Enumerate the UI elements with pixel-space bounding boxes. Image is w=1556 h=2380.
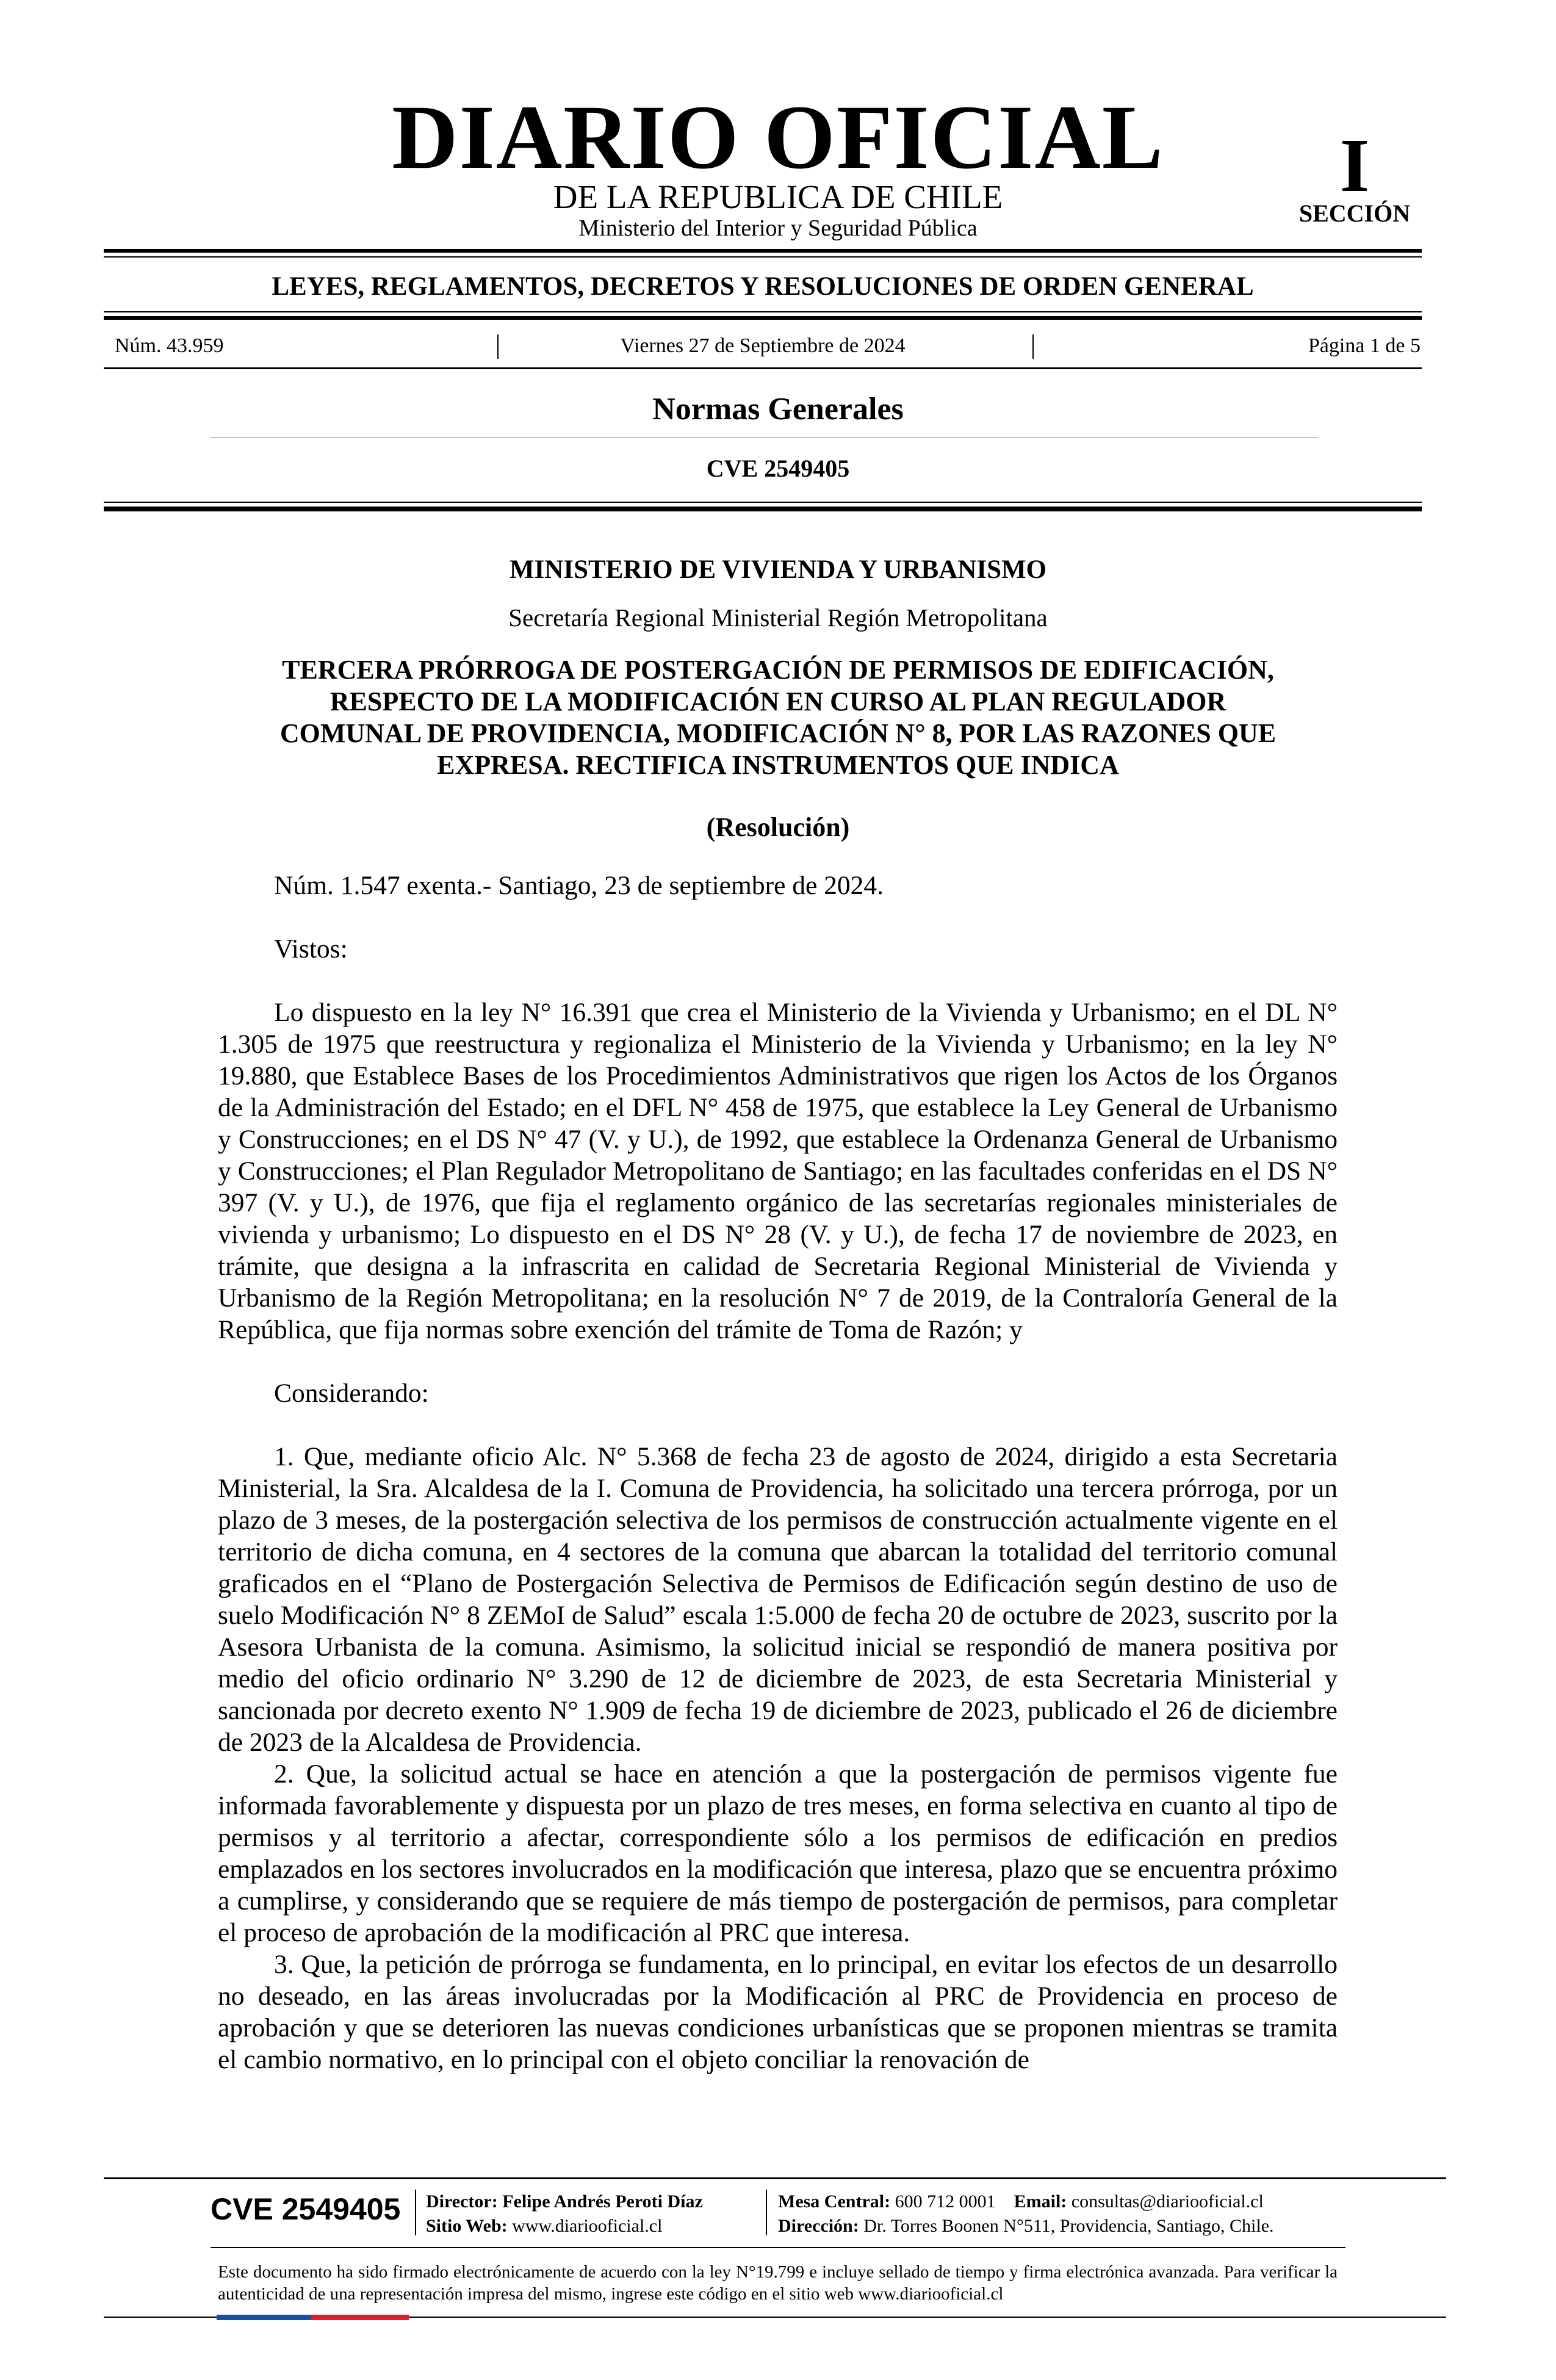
issuing-ministry: MINISTERIO DE VIVIENDA Y URBANISMO bbox=[509, 555, 1047, 584]
issuing-office: Secretaría Regional Ministerial Región Metropolitana bbox=[508, 604, 1048, 632]
email-label: Email: bbox=[1014, 2191, 1067, 2212]
meta-separator bbox=[1032, 334, 1034, 359]
masthead-subtitle: DE LA REPUBLICA DE CHILE bbox=[553, 178, 1003, 215]
title-line: TERCERA PRÓRROGA DE POSTERGACIÓN DE PERMISOS DE EDIFICACIÓN, bbox=[282, 655, 1274, 685]
issue-date: Viernes 27 de Septiembre de 2024 bbox=[620, 334, 906, 357]
section-heading: Normas Generales bbox=[652, 392, 904, 427]
footer-cve-code: CVE 2549405 bbox=[211, 2192, 401, 2226]
phone-label: Mesa Central: bbox=[778, 2191, 891, 2212]
website-link[interactable]: www.diariooficial.cl bbox=[512, 2216, 663, 2236]
section-label: SECCIÓN bbox=[1298, 200, 1411, 227]
meta-separator bbox=[497, 334, 499, 359]
cve-rule-thick bbox=[104, 507, 1422, 511]
section-number: I bbox=[1339, 124, 1370, 208]
title-line: RESPECTO DE LA MODIFICACIÓN EN CURSO AL PLAN REGULADOR bbox=[330, 687, 1226, 716]
footer-signature-note: Este documento ha sido firmado electrónicamente de acuerdo con la ley N°19.799 e incluye sellado de tiempo y firma electrónica avanzada. Para verificar la autenticidad de una representación impresa del mismo, ingrese este código en el sitio web www.diariooficial.cl bbox=[218, 2262, 1338, 2304]
masthead-ministry: Ministerio del Interior y Seguridad Pública bbox=[578, 215, 978, 241]
category-heading: LEYES, REGLAMENTOS, DECRETOS Y RESOLUCIONES DE ORDEN GENERAL bbox=[272, 272, 1254, 301]
footer-separator bbox=[766, 2190, 767, 2235]
vistos-paragraph: Lo dispuesto en la ley N° 16.391 que crea el Ministerio de la Vivienda y Urbanismo; en el DL N° 1.305 de 1975 que reestructura y regionaliza el Ministerio de la Vivienda y Urbanismo; en la ley N° 19.880, que Establece Bases de los Procedimientos Administrativos que rigen los Actos de los Órganos de la Administración del Estado; en el DFL N° 458 de 1975, que establece la Ley General de Urbanismo y Construcciones; en el DS N° 47 (V. y U.), de 1992, que establece la Ordenanza General de Urbanismo y Construcciones; el Plan Regulador Metropolitano de Santiago; en las facultades conferidas en el DS N° 397 (V. y U.), de 1976, que fija el reglamento orgánico de las secretarías regionales ministeriales de vivienda y urbanismo; Lo dispuesto en el DS N° 28 (V. y U.), de fecha 17 de noviembre de 2023, en trámite, que designa a la infrascrita en calidad de Secretaria Regional Ministerial de Vivienda y Urbanismo de la Región Metropolitana; en la resolución N° 7 de 2019, de la Contraloría General de la República, que fija normas sobre exención del trámite de Toma de Razón; y bbox=[218, 998, 1338, 1344]
considerando-item: 1. Que, mediante oficio Alc. N° 5.368 de fecha 23 de agosto de 2024, dirigido a esta Secretaria Ministerial, la Sra. Alcaldesa de la I. Comuna de Providencia, ha solicitado una tercera prórroga, por un plazo de 3 meses, de la postergación selectiva de los permisos de construcción actualmente vigente en el territorio de dicha comuna, en 4 sectores de la comuna que abarcan la totalidad del territorio comunal graficados en el “Plano de Postergación Selectiva de Permisos de Edificación según destino de uso de suelo Modificación N° 8 ZEMoI de Salud” escala 1:5.000 de fecha 20 de octubre de 2023, suscrito por la Asesora Urbanista de la comuna. Asimismo, la solicitud inicial se respondió de manera positiva por medio del oficio ordinario N° 3.290 de 12 de diciembre de 2023, de esta Secretaria Ministerial y sancionada por decreto exento N° 1.909 de fecha 19 de diciembre de 2023, publicado el 26 de diciembre de 2023 de la Alcaldesa de Providencia. bbox=[218, 1442, 1338, 1757]
page-indicator: Página 1 de 5 bbox=[1308, 334, 1421, 357]
phone-number: 600 712 0001 bbox=[895, 2191, 996, 2212]
footer-contact-left bbox=[426, 2190, 703, 2238]
document-type: (Resolución) bbox=[706, 812, 850, 842]
email-link[interactable]: consultas@diariooficial.cl bbox=[1071, 2191, 1264, 2212]
considerando-item: 2. Que, la solicitud actual se hace en atención a que la postergación de permisos vigente fue informada favorablemente y dispuesta por un plazo de tres meses, en forma selectiva en cuanto al tipo de permisos y al territorio a afectar, correspondiente sólo a los permisos de edificación en predios emplazados en los sectores involucrados en la modificación que interesa, plazo que se encuentra próximo a cumplirse, y considerando que se requiere de más tiempo de postergación de permisos, para completar el proceso de aprobación de la modificación al PRC que interesa. bbox=[218, 1759, 1338, 1947]
footer-contact-right bbox=[778, 2190, 1274, 2238]
considerando-heading: Considerando: bbox=[274, 1379, 429, 1408]
category-rule-thick bbox=[104, 316, 1422, 320]
address-text: Dr. Torres Boonen N°511, Providencia, Santiago, Chile. bbox=[863, 2216, 1274, 2236]
resolution-title bbox=[207, 654, 1349, 781]
masthead-title: DIARIO OFICIAL bbox=[392, 87, 1164, 188]
flag-stripe-blue bbox=[217, 2315, 311, 2320]
flag-stripe-red bbox=[311, 2315, 409, 2320]
masthead-rule-thick bbox=[104, 249, 1422, 253]
cve-code: CVE 2549405 bbox=[706, 455, 850, 482]
meta-rule bbox=[104, 367, 1422, 369]
director-label: Director: bbox=[426, 2191, 498, 2212]
footer-separator bbox=[415, 2190, 416, 2235]
masthead-rule-thin bbox=[104, 256, 1422, 258]
category-rule-thin bbox=[104, 311, 1422, 312]
director-name: Felipe Andrés Peroti Díaz bbox=[502, 2191, 703, 2212]
address-label: Dirección: bbox=[778, 2216, 859, 2236]
document-body bbox=[218, 870, 1338, 2075]
resolution-number: Núm. 1.547 exenta.- Santiago, 23 de septiembre de 2024. bbox=[274, 871, 884, 900]
issue-number: Núm. 43.959 bbox=[115, 334, 224, 357]
considerando-item: 3. Que, la petición de prórroga se fundamenta, en lo principal, en evitar los efectos de un desarrollo no deseado, en las áreas involucradas por la Modificación al PRC de Providencia en proceso de aprobación y que se deterioren las nuevas condiciones urbanísticas que se proponen mientras se tramita el cambio normativo, en lo principal con el objeto conciliar la renovación de bbox=[218, 1950, 1338, 2074]
website-label: Sitio Web: bbox=[426, 2216, 508, 2236]
cve-rule-thin bbox=[104, 502, 1422, 503]
footer-rule-inner bbox=[211, 2247, 1345, 2248]
title-line: EXPRESA. RECTIFICA INSTRUMENTOS QUE INDICA bbox=[437, 750, 1119, 780]
title-line: COMUNAL DE PROVIDENCIA, MODIFICACIÓN N° 8, POR LAS RAZONES QUE bbox=[279, 718, 1277, 748]
vistos-heading: Vistos: bbox=[274, 934, 348, 964]
section-rule bbox=[211, 437, 1318, 438]
footer-rule bbox=[104, 2177, 1446, 2179]
